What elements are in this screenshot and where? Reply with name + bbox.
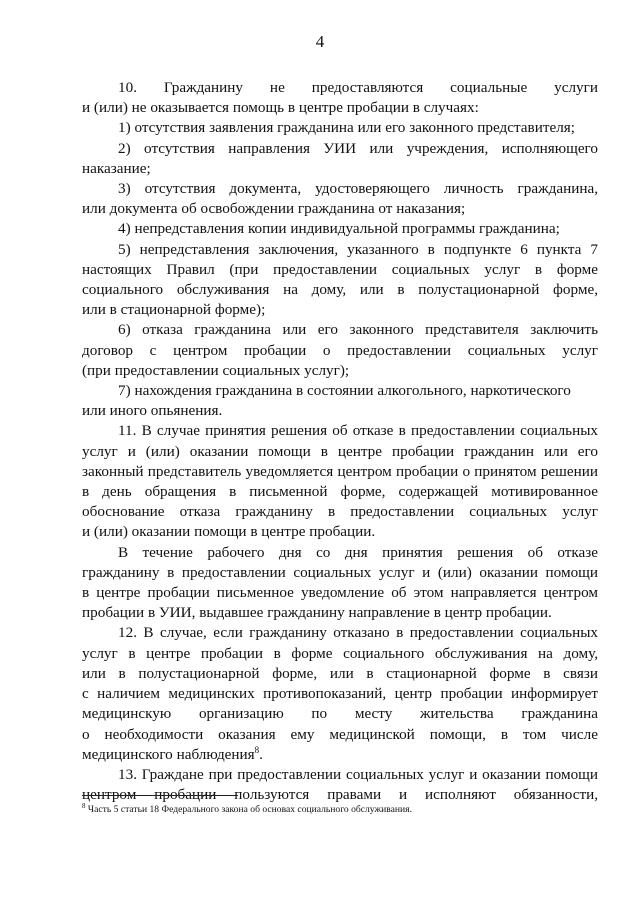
text-line: в центре пробации письменное уведомление об этом направляется центром — [82, 584, 598, 602]
text-line: социального обслуживания на дому, или в полустационарной форме, — [82, 281, 598, 299]
text-line: законный представитель уведомляется центром пробации о принятом решении — [82, 462, 598, 480]
text-line: и (или) оказании помощи в центре пробации. — [82, 523, 376, 541]
text-line: (при предоставлении социальных услуг); — [82, 361, 350, 379]
text-line: услуг в центре пробации в форме социального обслуживания на дому, — [82, 644, 598, 662]
text-line: 13. Граждане при предоставлении социальных услуг и оказании помощи — [118, 765, 598, 783]
text-line — [82, 745, 598, 765]
text-line: 3) отсутствия документа, удостоверяющего личность гражданина, — [118, 180, 598, 198]
text-line: 11. В случае принятия решения об отказе в предоставлении социальных — [118, 422, 598, 440]
page-number: 4 — [315, 32, 325, 51]
text-line: и (или) не оказывается помощь в центре пробации в случаях: — [82, 99, 479, 117]
footnote-divider — [82, 795, 238, 796]
text-line: настоящих Правил (при предоставлении социальных услуг в форме — [82, 260, 598, 278]
text-line: центром пробации пользуются правами и исполняют обязанности, — [82, 786, 598, 804]
text-line: или документа об освобождении гражданина от наказания; — [82, 200, 466, 218]
text-line: с наличием медицинских противопоказаний, центр пробации информирует — [82, 685, 598, 703]
text-line: 12. В случае, если гражданину отказано в предоставлении социальных — [118, 624, 598, 642]
text-line: обоснование отказа гражданину в предоставлении социальных услуг — [82, 503, 598, 521]
text-line: 7) нахождения гражданина в состоянии алкогольного, наркотического — [118, 382, 571, 400]
text-line: 4) непредставления копии индивидуальной программы гражданина; — [118, 220, 560, 238]
footnote-marker: 8 — [82, 801, 86, 810]
text-line: или в полустационарной форме, или в стационарной форме в связи — [82, 664, 598, 682]
text-line: 10. Гражданину не предоставляются социальные услуги — [118, 79, 598, 96]
footnote — [82, 801, 412, 815]
text-line: о необходимости оказания ему медицинской помощи, в том числе — [82, 725, 598, 743]
text-line: медицинскую организацию по месту жительства гражданина — [82, 705, 598, 723]
footnote-reference[interactable]: 8 — [254, 744, 260, 755]
text-line: или иного опьянения. — [82, 402, 223, 420]
text-line: 1) отсутствия заявления гражданина или его законного представителя; — [118, 119, 575, 137]
text-line: или в стационарной форме); — [82, 301, 266, 319]
text-line: услуг и (или) оказании помощи в центре пробации гражданин или его — [82, 442, 598, 460]
text-fragment: . — [259, 745, 263, 763]
text-line: наказание; — [82, 159, 151, 177]
text-line: в день обращения в письменной форме, содержащей мотивированное — [82, 483, 598, 501]
text-line: договор с центром пробации о предоставлении социальных услуг — [82, 341, 598, 359]
text-line: 2) отсутствия направления УИИ или учреждения, исполняющего — [118, 139, 598, 157]
text-line: 6) отказа гражданина или его законного представителя заключить — [118, 321, 598, 339]
text-fragment: медицинского наблюдения — [82, 745, 255, 763]
document-body — [82, 78, 598, 805]
footnote-text: Часть 5 статьи 18 Федерального закона об основах социального обслуживания. — [87, 804, 412, 815]
text-line: пробации в УИИ, выдавшее гражданину направление в центр пробации. — [82, 604, 552, 622]
text-line: гражданину в предоставлении социальных услуг и (или) оказании помощи — [82, 563, 598, 581]
text-line: 5) непредставления заключения, указанного в подпункте 6 пункта 7 — [118, 240, 598, 258]
text-line: В течение рабочего дня со дня принятия решения об отказе — [118, 543, 598, 561]
